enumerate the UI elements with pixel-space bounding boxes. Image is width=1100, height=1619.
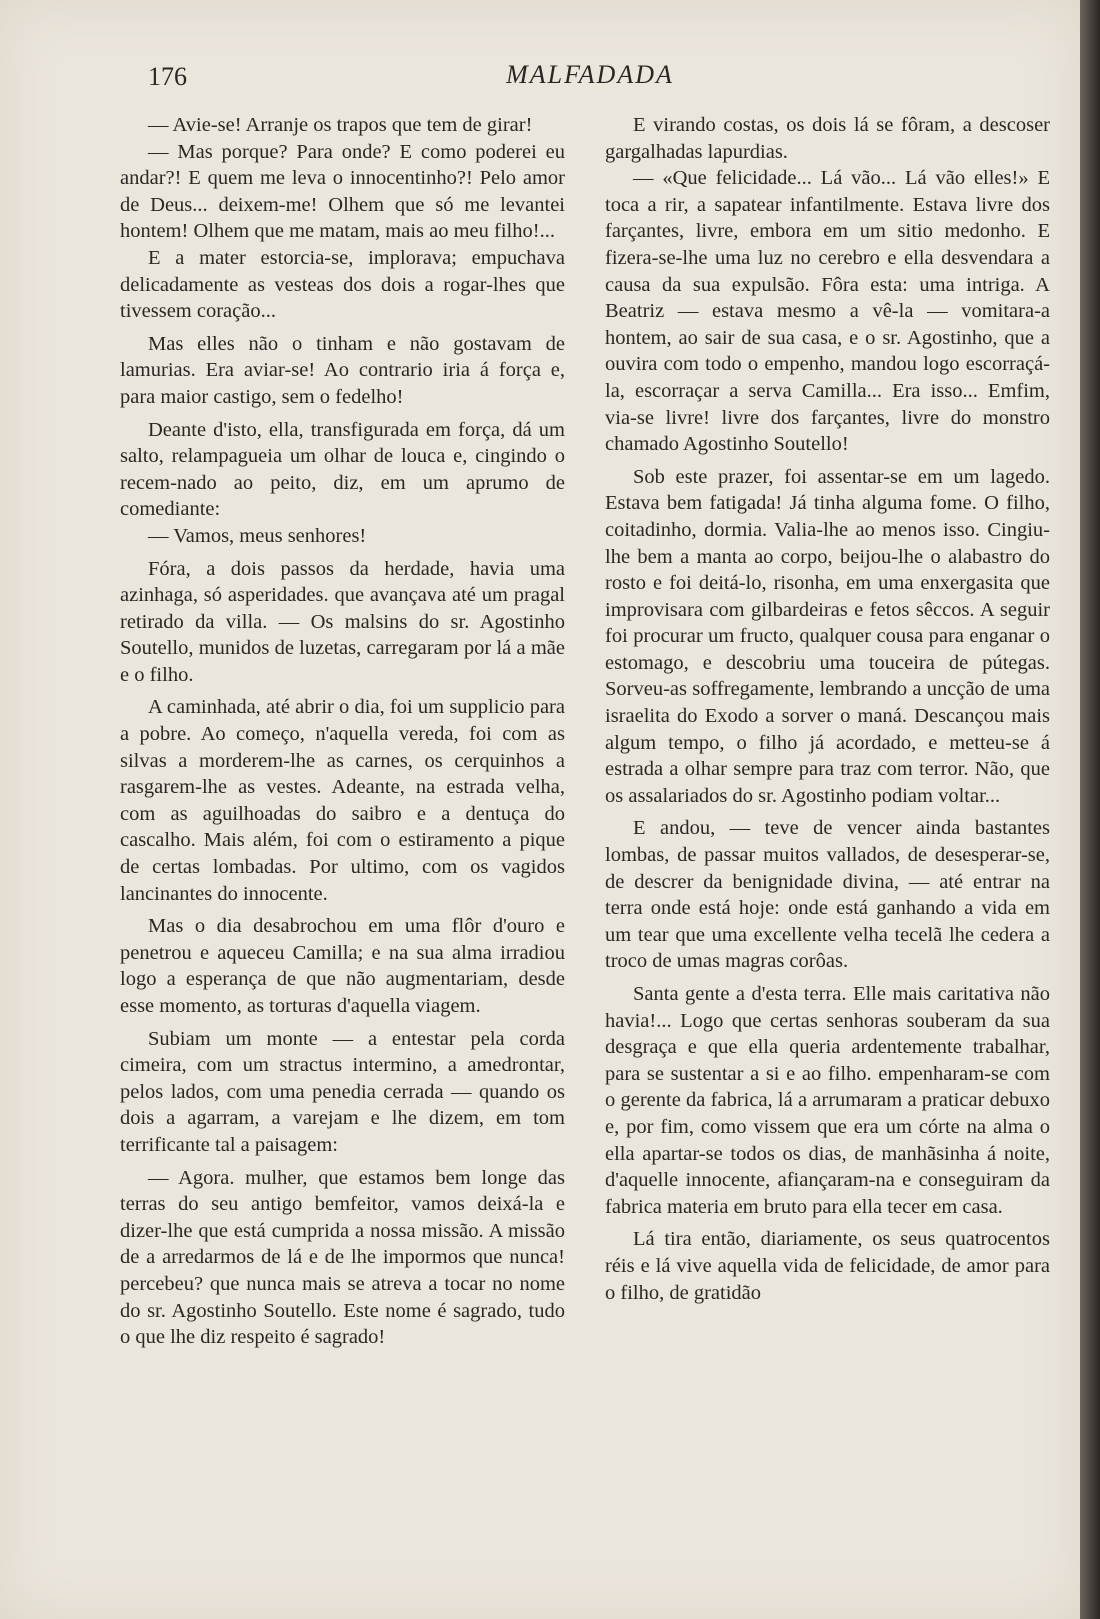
paragraph: Fóra, a dois passos da herdade, havia uma azinhaga, só asperidades. que avançava até um pragal retirado da villa. — Os malsins do sr. Agostinho Soutello, munidos de luzetas, carregaram por lá a mãe e o filho. — [120, 557, 565, 686]
paragraph: — Agora. mulher, que estamos bem longe das terras do seu antigo bemfeitor, vamos deixá-la e dizer-lhe que está cumprida a nossa missão. A missão de a arredarmos de lá e de lhe impormos que nunca! percebeu? que nunca mais se atreva a tocar no nome do sr. Agostinho Soutello. Este nome é sagrado, tudo o que lhe diz respeito é sagrado! — [120, 1166, 565, 1349]
right-column — [605, 112, 1050, 1306]
paragraph: Mas o dia desabrochou em uma flôr d'ouro e penetrou e aqueceu Camilla; e na sua alma irradiou logo a esperança de que não augmentariam, desde esse momento, as torturas d'aquella viagem. — [120, 915, 565, 1017]
text-columns — [120, 112, 1050, 1552]
paragraph: Lá tira então, diariamente, os seus quatrocentos réis e lá vive aquella vida de felicidade, de amor para o filho, de gratidão — [605, 1228, 1050, 1304]
page-header — [120, 58, 1060, 98]
paragraph: E virando costas, os dois lá se fôram, a descoser gargalhadas lapurdias. — [605, 114, 1050, 163]
page-edge-shadow — [1080, 0, 1100, 1619]
paragraph: Subiam um monte — a entestar pela corda cimeira, com um stractus intermino, a amedrontar, pelos lados, com uma penedia cerrada — quando os dois a agarram, a varejam e lhe dizem, em tom terrificante tal a paisagem: — [120, 1027, 565, 1156]
paragraph: Deante d'isto, ella, transfigurada em força, dá um salto, relampagueia um olhar de louca e, cingindo o recem-nado ao peito, diz, em um aprumo de comediante: — [120, 418, 565, 521]
paragraph: Sob este prazer, foi assentar-se em um lagedo. Estava bem fatigada! Já tinha alguma fome. O filho, coitadinho, dormia. Valia-lhe ao menos isso. Cingiu-lhe bem a manta ao corpo, beijou-lhe o alabastro do rosto e foi deitá-lo, risonha, em uma enxergasita que improvisara com gilbardeiras e fetos sêccos. A seguir foi procurar um fructo, qualquer cousa para enganar o estomago, e descobriu uma touceira de pútegas. Sorveu-as soffregamente, lembrando a uncção de uma israelita do Exodo a sorver o maná. Descançou mais algum tempo, o filho já acordado, e metteu-se á estrada a olhar sempre para traz com terror. Não, que os assalariados do sr. Agostinho podiam voltar... — [605, 465, 1050, 807]
paragraph: — Mas porque? Para onde? E como poderei eu andar?! E quem me leva o innocentinho?! Pelo amor de Deus... deixem-me! Olhem que só me levantei hontem! Olhem que me matam, mais ao meu filho!... — [120, 140, 565, 243]
paragraph: — «Que felicidade... Lá vão... Lá vão elles!» E toca a rir, a sapatear infantilmente. Estava livre dos farçantes, livre, embora em um sitio medonho. E fizera-se-lhe uma luz no cerebro e ella desvendara a causa da sua expulsão. Fôra esta: uma intriga. A Beatriz — estava mesmo a vê-la — vomitara-a hontem, ao sair de sua casa, e o sr. Agostinho, que a ouvira com todo o empenho, mandou logo escorraçá-la, escorraçar a serva Camilla... Era isso... Emfim, via-se livre! livre dos farçantes, livre do monstro chamado Agostinho Soutello! — [605, 167, 1050, 456]
paragraph: A caminhada, até abrir o dia, foi um supplicio para a pobre. Ao começo, n'aquella vereda, foi com as silvas a morderem-lhe as carnes, os cerquinhos a rasgarem-lhe as vestes. Adeante, na estrada velha, com as aguilhoadas do saibro e a dentuça do cascalho. Mais além, foi com o estiramento a pique de certas lombadas. Por ultimo, com os vagidos lancinantes do innocente. — [120, 696, 565, 905]
left-column — [120, 112, 565, 1351]
paragraph: — Vamos, meus senhores! — [148, 524, 367, 547]
running-title: MALFADADA — [506, 60, 674, 89]
paragraph: E andou, — teve de vencer ainda bastantes lombas, de passar muitos vallados, de desesperar-se, de descrer da benignidade divina, — até entrar na terra onde está hoje: onde está ganhando a vida em um tear que uma excellente velha tecelã lhe cedera a troco de umas magras corôas. — [605, 817, 1050, 973]
page-number: 176 — [148, 62, 187, 91]
paragraph: Mas elles não o tinham e não gostavam de lamurias. Era aviar-se! Ao contrario iria á força e, para maior castigo, sem o fedelho! — [120, 332, 565, 408]
paragraph: Santa gente a d'esta terra. Elle mais caritativa não havia!... Logo que certas senhoras souberam da sua desgraça e que ella queria ardentemente trabalhar, para se sustentar a si e ao filho. empenharam-se com o gerente da fabrica, lá a arrumaram a praticar debuxo e, por fim, como vissem que era um córte na alma o ella apartar-se todos os dias, de manhãsinha á noite, d'aquelle innocente, afiançaram-na e conseguiram da fabrica materia em bruto para ella tecer em casa. — [605, 983, 1050, 1218]
paragraph: E a mater estorcia-se, implorava; empuchava delicadamente as vesteas dos dois a rogar-lhes que tivessem coração... — [120, 246, 565, 323]
paragraph: — Avie-se! Arranje os trapos que tem de girar! — [148, 114, 533, 136]
